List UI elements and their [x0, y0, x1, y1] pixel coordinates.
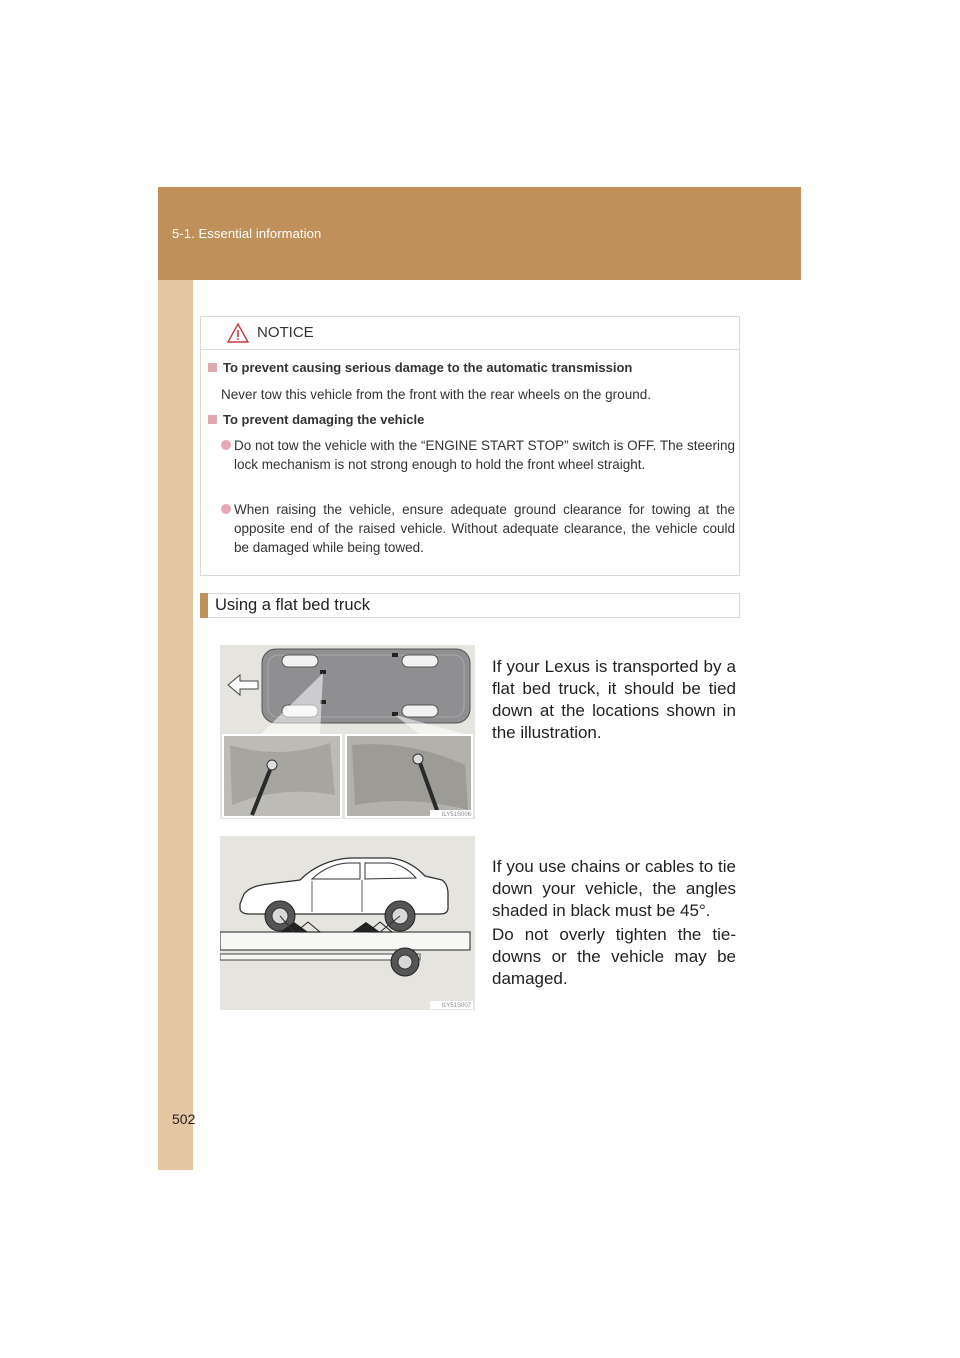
section-title: Using a flat bed truck: [215, 596, 370, 614]
figure-code: ILY51S007: [441, 1003, 471, 1009]
notice-heading-transmission: To prevent causing serious damage to the automatic transmission: [208, 360, 632, 375]
flat-bed-illustration: [220, 836, 475, 1010]
round-bullet-icon: [221, 440, 231, 450]
notice-heading-vehicle: To prevent damaging the vehicle: [208, 412, 424, 427]
figure-tie-down-locations: [220, 645, 475, 819]
section-accent: [200, 593, 208, 618]
notice-bullet-switch: Do not tow the vehicle with the “ENGINE START STOP” switch is OFF. The steering lock mechanism is not strong enough to hold the front wheel straight.: [221, 436, 735, 474]
paragraph-transport: If your Lexus is transported by a flat bed truck, it should be tied down at the locations shown in the illustration.: [492, 657, 736, 742]
notice-header: [201, 317, 739, 350]
section-title-bar: [200, 593, 740, 618]
round-bullet-icon: [221, 504, 231, 514]
section-label: 5-1. Essential information: [172, 226, 322, 241]
warning-icon: [226, 322, 250, 344]
square-bullet-icon: [208, 363, 217, 372]
notice-title: NOTICE: [257, 324, 314, 341]
square-bullet-icon: [208, 415, 217, 424]
side-band: [158, 187, 196, 1170]
notice-box: [200, 316, 740, 576]
notice-bullet-clearance: When raising the vehicle, ensure adequate ground clearance for towing at the opposite end of the raised vehicle. Without adequate clearance, the vehicle could be damaged while being towed.: [221, 500, 735, 557]
notice-text-transmission: Never tow this vehicle from the front with the rear wheels on the ground.: [221, 387, 651, 402]
paragraph-angles: If you use chains or cables to tie down your vehicle, the angles shaded in black must be 45°.: [492, 857, 736, 920]
tie-down-illustration: [220, 645, 475, 819]
page-number: 502: [172, 1111, 196, 1127]
figure-flat-bed-truck: [220, 836, 475, 1010]
paragraph-tighten: Do not overly tighten the tie-downs or the vehicle may be damaged.: [492, 925, 736, 988]
figure-code: ILY51S006: [441, 812, 471, 818]
